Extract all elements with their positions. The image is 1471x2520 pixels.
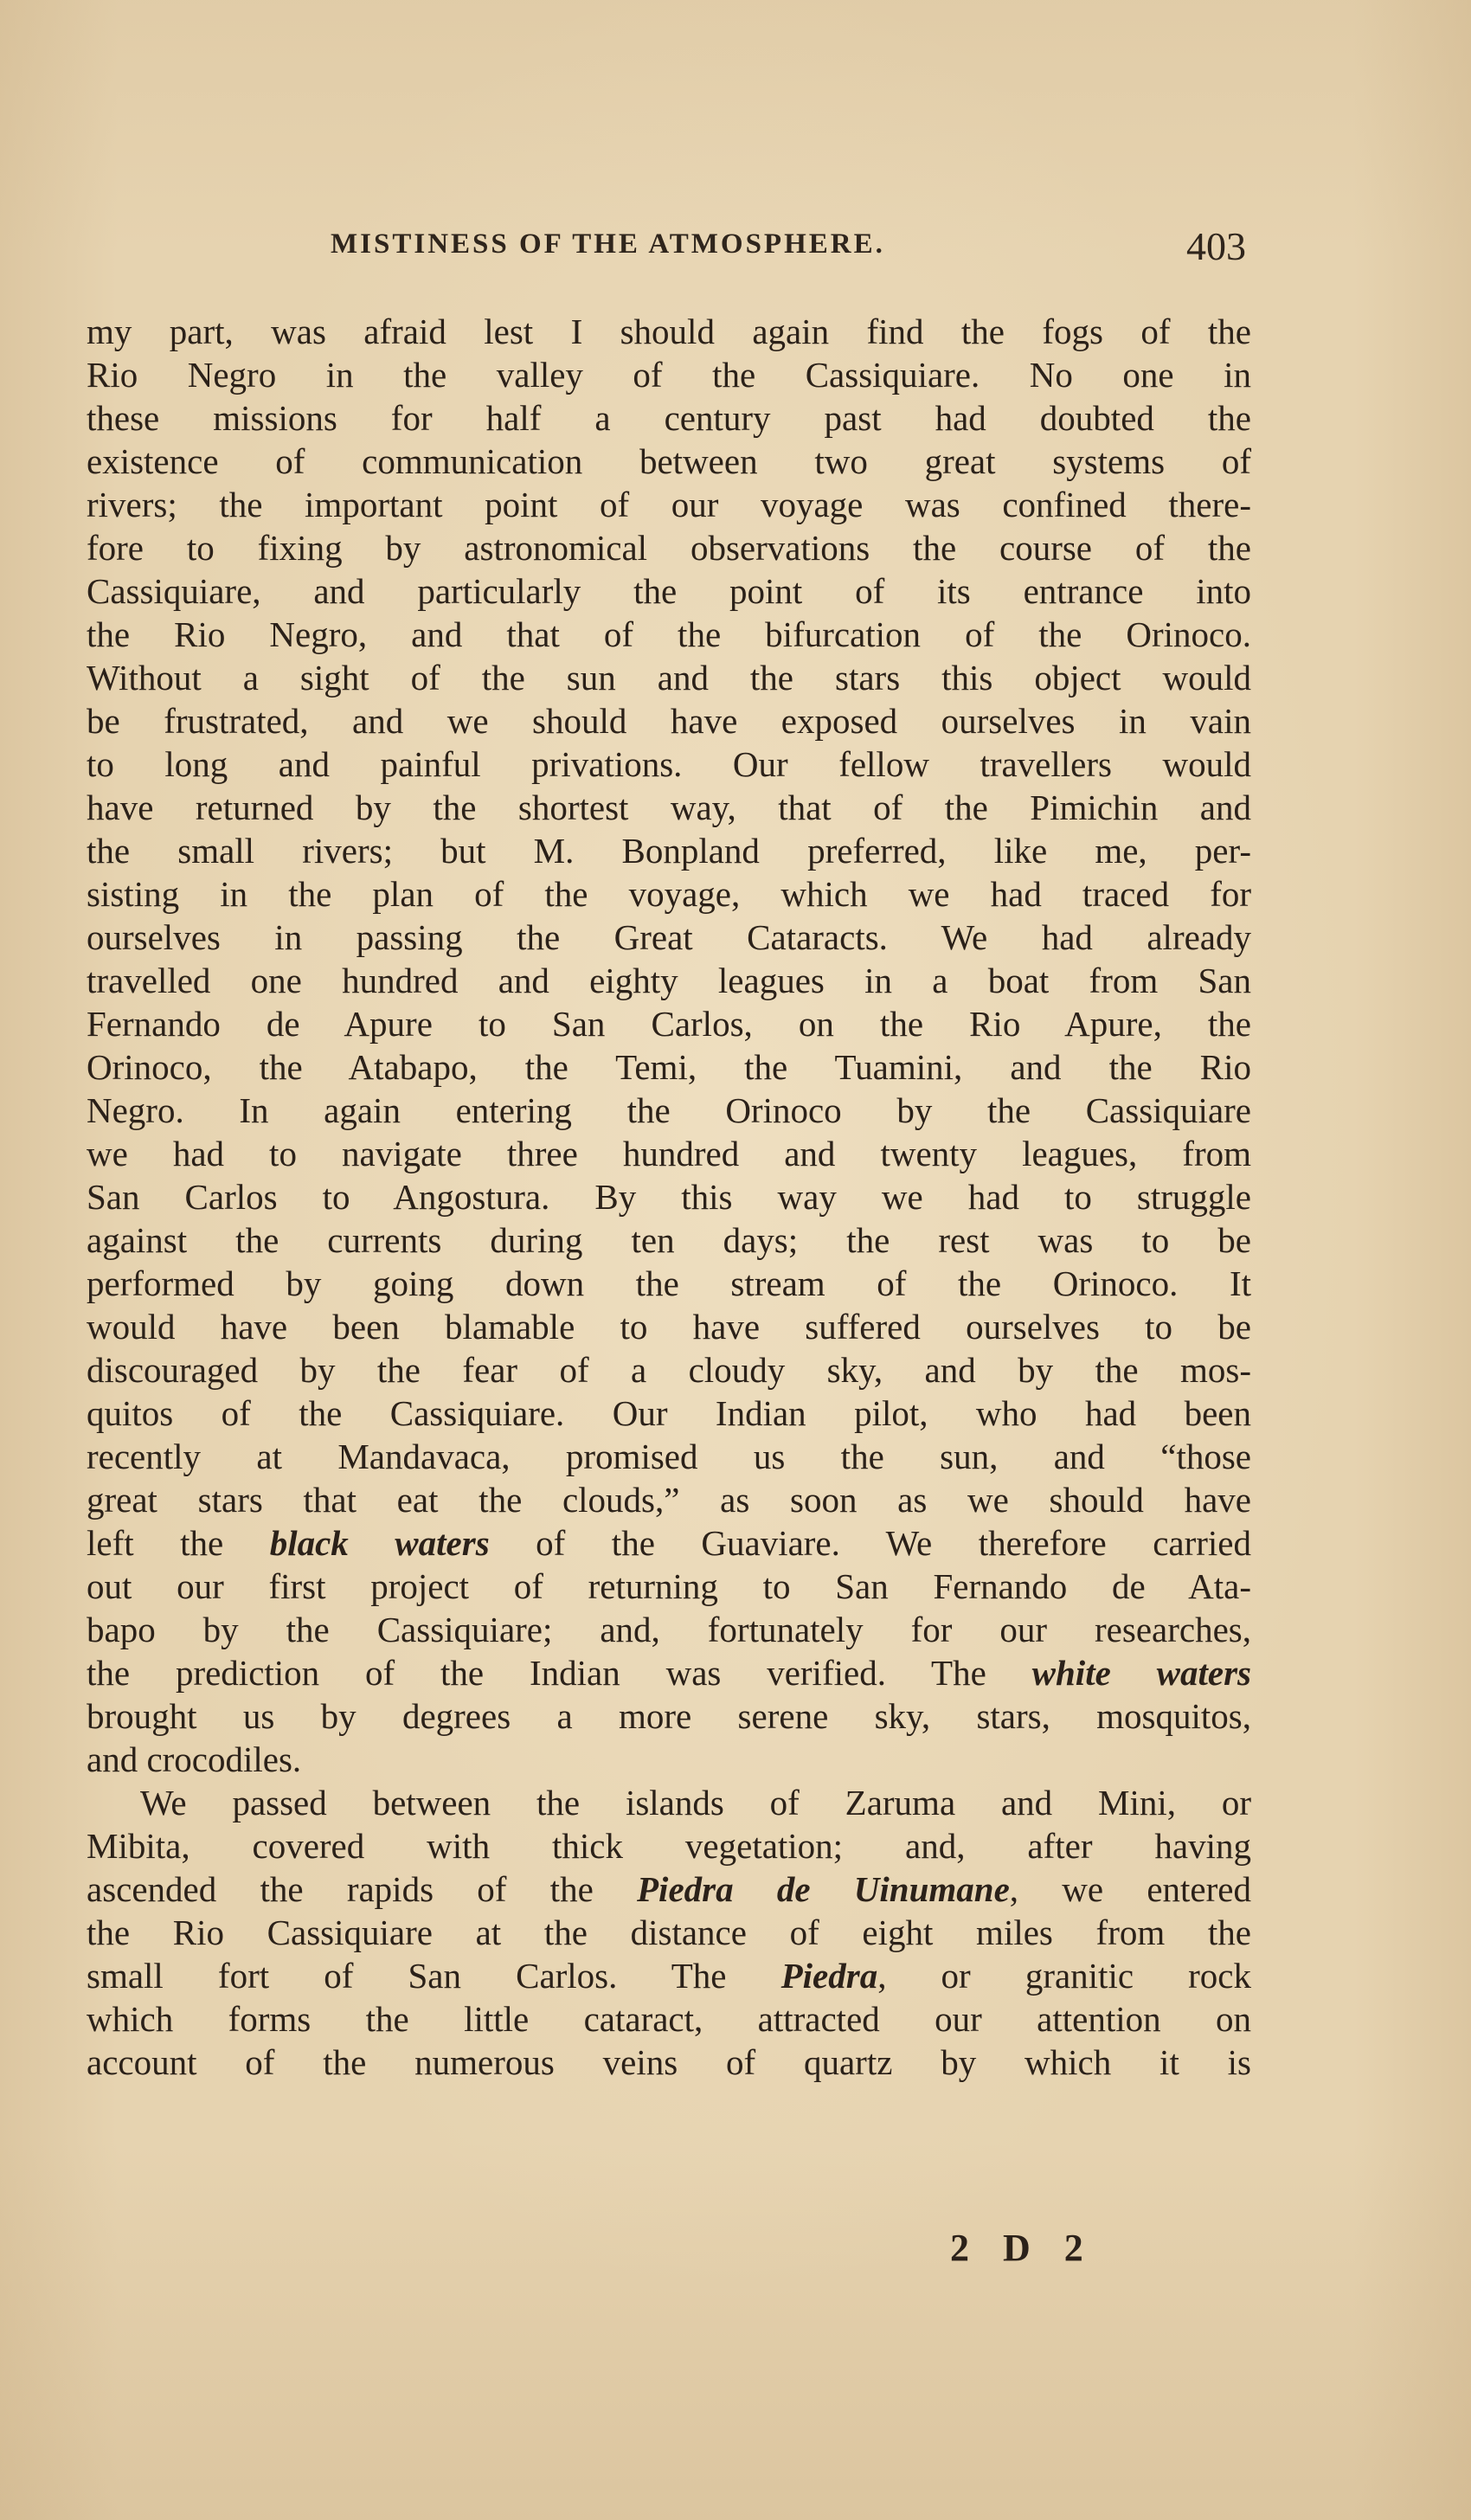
text-line (87, 1954, 1251, 1997)
running-head (87, 223, 1246, 275)
text-line: Cassiquiare, and particularly the point of its entrance into (87, 571, 1251, 611)
text-line: the small rivers; but M. Bonpland preferred, like me, per- (87, 831, 1251, 871)
text-line: be frustrated, and we should have exposed ourselves in vain (87, 701, 1251, 741)
text-line: my part, was afraid lest I should again find the fogs of the (87, 312, 1251, 351)
text-run: the prediction of the Indian was verified. The (87, 1653, 1032, 1693)
text-line (87, 1521, 1251, 1565)
text-line: account of the numerous veins of quartz by which it is (87, 2042, 1251, 2082)
running-title: MISTINESS OF THE ATMOSPHERE. (331, 228, 885, 260)
paragraph-first-line: We passed between the islands of Zaruma and Mini, or (140, 1783, 1251, 1822)
paragraph-end-line: and crocodiles. (87, 1739, 302, 1779)
italic-phrase: Piedra de Uinumane (637, 1869, 1010, 1909)
text-line: Without a sight of the sun and the stars this object would (87, 658, 1251, 698)
text-line: fore to fixing by astronomical observations the course of the (87, 528, 1251, 568)
text-line: against the currents during ten days; the rest was to be (87, 1220, 1251, 1260)
text-line: would have been blamable to have suffered ourselves to be (87, 1307, 1251, 1347)
text-run: left the (87, 1523, 270, 1563)
text-run: of the Guaviare. We therefore carried (489, 1523, 1251, 1563)
page-number: 403 (1186, 224, 1246, 268)
signature-mark: 2 D 2 (950, 2227, 1095, 2269)
text-run: ascended the rapids of the (87, 1869, 638, 1909)
text-line: these missions for half a century past had doubted the (87, 398, 1251, 438)
text-line: discouraged by the fear of a cloudy sky, and by the mos- (87, 1350, 1251, 1390)
text-line: brought us by degrees a more serene sky, stars, mosquitos, (87, 1696, 1251, 1736)
text-run: , or granitic rock (877, 1956, 1251, 1996)
text-line: we had to navigate three hundred and twenty leagues, from (87, 1134, 1251, 1173)
text-line: out our first project of returning to San Fernando de Ata- (87, 1566, 1251, 1606)
text-line: Mibita, covered with thick vegetation; and, after having (87, 1826, 1251, 1866)
text-line (87, 1651, 1251, 1694)
text-line: quitos of the Cassiquiare. Our Indian pilot, who had been (87, 1393, 1251, 1433)
text-line: performed by going down the stream of the Orinoco. It (87, 1263, 1251, 1303)
body-text (87, 310, 1251, 2084)
text-line: Orinoco, the Atabapo, the Temi, the Tuamini, and the Rio (87, 1047, 1251, 1087)
text-line: Negro. In again entering the Orinoco by the Cassiquiare (87, 1090, 1251, 1130)
text-line: sisting in the plan of the voyage, which we had traced for (87, 874, 1251, 914)
text-line: great stars that eat the clouds,” as soon as we should have (87, 1480, 1251, 1520)
text-line (87, 1868, 1251, 1911)
text-line: ourselves in passing the Great Cataracts. We had already (87, 917, 1251, 957)
text-line: existence of communication between two great systems of (87, 441, 1251, 481)
text-line: rivers; the important point of our voyage was confined there- (87, 485, 1251, 524)
text-line: to long and painful privations. Our fellow travellers would (87, 744, 1251, 784)
text-line: recently at Mandavaca, promised us the sun, and “those (87, 1437, 1251, 1476)
text-line: have returned by the shortest way, that of the Pimichin and (87, 788, 1251, 827)
text-line: the Rio Cassiquiare at the distance of eight miles from the (87, 1912, 1251, 1952)
text-run: small fort of San Carlos. The (87, 1956, 781, 1996)
text-line: which forms the little cataract, attracted our attention on (87, 1999, 1251, 2039)
text-line: travelled one hundred and eighty leagues in a boat from San (87, 961, 1251, 1000)
text-line: Rio Negro in the valley of the Cassiquiare. No one in (87, 355, 1251, 395)
italic-phrase: white waters (1031, 1653, 1251, 1693)
text-line: Fernando de Apure to San Carlos, on the Rio Apure, the (87, 1004, 1251, 1044)
text-run: , we entered (1009, 1869, 1251, 1909)
text-line: bapo by the Cassiquiare; and, fortunately for our researches, (87, 1610, 1251, 1649)
italic-phrase: black waters (269, 1523, 490, 1563)
italic-phrase: Piedra (780, 1956, 878, 1996)
text-line: San Carlos to Angostura. By this way we had to struggle (87, 1177, 1251, 1217)
text-line: the Rio Negro, and that of the bifurcation of the Orinoco. (87, 614, 1251, 654)
